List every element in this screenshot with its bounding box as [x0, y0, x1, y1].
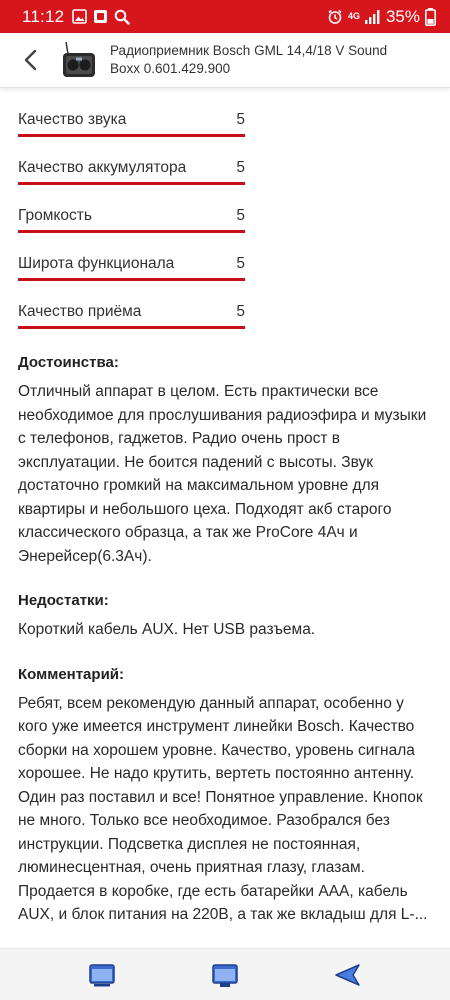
status-right — [327, 7, 436, 27]
home-window-icon — [211, 962, 239, 988]
bottom-nav-bar — [0, 948, 450, 1000]
review-content — [18, 92, 430, 966]
rating-row-reception-quality — [18, 284, 245, 332]
rating-label: Широта функционала — [18, 255, 175, 272]
rating-label: Качество аккумулятора — [18, 159, 187, 176]
comment-text: Ребят, всем рекомендую данный аппарат, особенно у кого уже имеется инструмент линейки Bosch. Качество сборки на хорошем уровне. Качество, уровень сигнала хорошее. Не надо крутить, вертеть постоянно антенну. Один раз поставил и все! Понятное управление. Кнопок не много. Только все необходимое. Разобрался без инструкции. Подсветка дисплея не постоянная, люминесцентная, очень приятная глазу, глазам. Продается в коробке, где есть батарейки ААА, кабель AUX, и блок питания на 220В, а так же вкладыш для L-... — [18, 694, 428, 923]
gallery-icon — [72, 9, 87, 24]
nav-back-button[interactable] — [331, 958, 365, 992]
back-button[interactable] — [0, 33, 60, 88]
notification-icons — [72, 9, 130, 25]
back-arrow-icon — [333, 962, 363, 988]
product-title: Радиоприемник Bosch GML 14,4/18 V Sound Boxx 0.601.429.900 — [110, 43, 388, 76]
battery-icon — [425, 8, 436, 26]
rating-value: 5 — [236, 255, 245, 272]
app-header — [0, 33, 450, 88]
status-bar — [0, 0, 450, 33]
nav-window-button[interactable] — [85, 958, 119, 992]
pros-title: Достоинства: — [18, 354, 119, 371]
search-icon — [114, 9, 130, 25]
app-notification-icon — [93, 9, 108, 24]
rating-row-volume — [18, 188, 245, 236]
rating-value: 5 — [236, 303, 245, 320]
cons-text: Короткий кабель AUX. Нет USB разъема. — [18, 621, 316, 638]
rating-value: 5 — [236, 159, 245, 176]
rating-row-battery-quality — [18, 140, 245, 188]
rating-row-sound-quality — [18, 92, 245, 140]
rating-label: Качество звука — [18, 111, 127, 128]
rating-value: 5 — [236, 207, 245, 224]
pros-text: Отличный аппарат в целом. Есть практически все необходимое для прослушивания радиоэфира и музыки с телефонов, гаджетов. Радио очень прост в эксплуатации. Не боится падений с высоты. Звук достаточно громкий на максимальном уровне для квартиры и небольшого цеха. Подходят акб старого классического образца, а так же ProCore 4Ач и Энерейсер(6.3Ач). — [18, 383, 427, 565]
rating-label: Громкость — [18, 207, 92, 224]
rating-label: Качество приёма — [18, 303, 142, 320]
rating-value: 5 — [236, 111, 245, 128]
network-type: 4G — [347, 11, 360, 21]
nav-home-button[interactable] — [208, 958, 242, 992]
battery-level: 35% — [385, 6, 420, 26]
chevron-left-icon — [23, 49, 37, 71]
product-thumbnail — [60, 40, 98, 80]
status-time: 11:12 — [22, 6, 65, 26]
ratings-list — [18, 92, 430, 332]
signal-icon — [365, 10, 381, 24]
rating-row-functionality — [18, 236, 245, 284]
alarm-icon — [327, 9, 343, 25]
comment-title: Комментарий: — [18, 665, 125, 683]
window-icon — [88, 962, 116, 988]
cons-title: Недостатки: — [18, 592, 109, 609]
